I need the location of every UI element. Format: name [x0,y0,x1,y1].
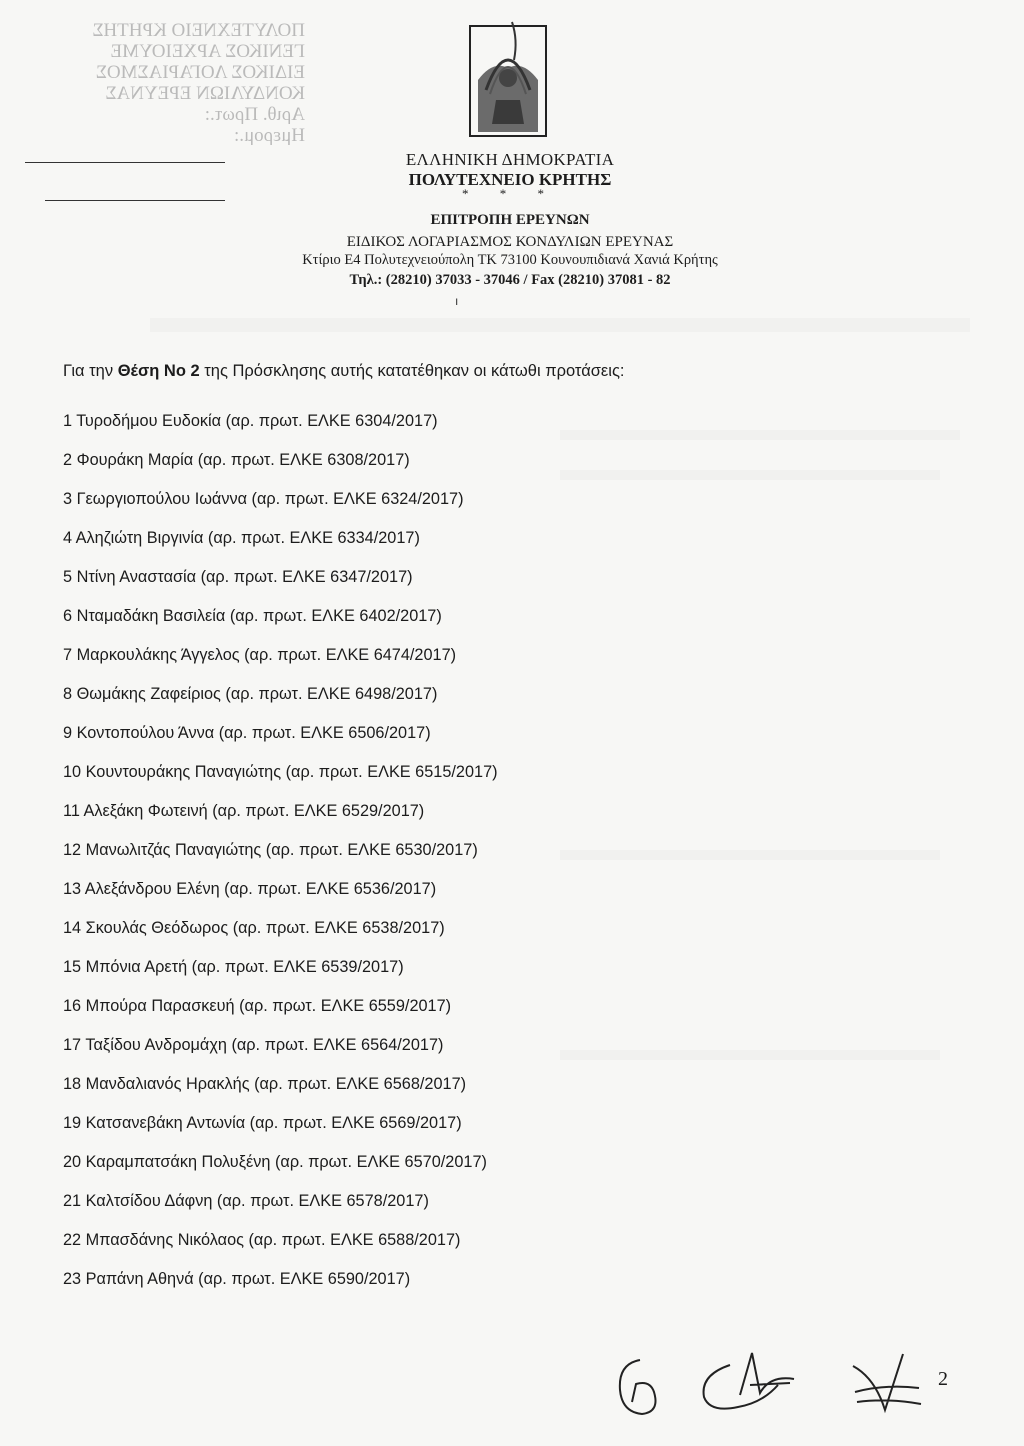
intro-before: Για την [63,362,118,380]
header-country: ΕΛΛΗΝΙΚΗ ΔΗΜΟΚΡΑΤΙΑ [405,150,615,169]
intro-after: της Πρόσκλησης αυτής κατατέθηκαν οι κάτωθι προτάσεις: [199,362,625,380]
proposal-item: 8 Θωμάκης Ζαφείριος (αρ. πρωτ. ΕΛΚΕ 6498/2017) [63,685,438,703]
proposal-item: 10 Κουντουράκης Παναγιώτης (αρ. πρωτ. ΕΛΚΕ 6515/2017) [63,763,498,781]
proposal-item: 23 Ραπάνη Αθηνά (αρ. πρωτ. ΕΛΚΕ 6590/2017) [63,1270,411,1288]
proposal-list [63,402,498,1299]
intro-text [63,362,624,381]
stamp-line: ΕΙΔΙΚΟΣ ΛΟΓΑΡΙΑΣΜΟΣ [95,62,305,83]
bleed-through [560,470,940,480]
stamp-line: ΚΟΝΔΥΛΙΩΝ ΕΡΕΥΝΑΣ [105,83,305,104]
proposal-item: 20 Καραμπατσάκη Πολυξένη (αρ. πρωτ. ΕΛΚΕ 6570/2017) [63,1153,487,1171]
bleed-through [560,850,940,860]
proposal-item: 1 Τυροδήμου Ευδοκία (αρ. πρωτ. ΕΛΚΕ 6304/2017) [63,412,438,430]
proposal-item: 19 Κατσανεβάκη Αντωνία (αρ. πρωτ. ΕΛΚΕ 6569/2017) [63,1114,462,1132]
proposal-item: 22 Μπασδάνης Νικόλαος (αρ. πρωτ. ΕΛΚΕ 6588/2017) [63,1231,461,1249]
proposal-item: 11 Αλεξάκη Φωτεινή (αρ. πρωτ. ΕΛΚΕ 6529/2017) [63,802,425,820]
stamp-line: ΓΕΝΙΚΟΣ ΑΡΧΕΙΟΥΜΕ [110,41,305,62]
stamp-line: Αριθ. Πρωτ.: [204,104,305,125]
signature-2-icon [690,1345,800,1420]
stamp-line: Ημερομ.: [233,125,305,146]
proposal-item: 3 Γεωργιοπούλου Ιωάννα (αρ. πρωτ. ΕΛΚΕ 6324/2017) [63,490,464,508]
stamp-underline [25,162,225,163]
stamp-underline [45,200,225,201]
proposal-item: 18 Μανδαλιανός Ηρακλής (αρ. πρωτ. ΕΛΚΕ 6568/2017) [63,1075,467,1093]
proposal-item: 16 Μπούρα Παρασκευή (αρ. πρωτ. ΕΛΚΕ 6559/2017) [63,997,452,1015]
header-university: ΠΟΛΥΤΕΧΝΕΙΟ ΚΡΗΤΗΣ [408,170,612,189]
proposal-item: 12 Μανωλιτζάς Παναγιώτης (αρ. πρωτ. ΕΛΚΕ 6530/2017) [63,841,478,859]
bleed-through [560,1050,940,1060]
intro-position: Θέση Νο 2 [117,362,200,380]
bleed-through [560,430,960,440]
header-mark: ı [455,294,459,308]
bleed-through [150,318,970,332]
proposal-item: 14 Σκουλάς Θεόδωρος (αρ. πρωτ. ΕΛΚΕ 6538/2017) [63,919,445,937]
proposal-item: 17 Ταξίδου Ανδρομάχη (αρ. πρωτ. ΕΛΚΕ 6564/2017) [63,1036,444,1054]
header-phone: Τηλ.: (28210) 37033 - 37046 / Fax (28210) 37081 - 82 [349,272,671,288]
proposal-item: 5 Ντίνη Αναστασία (αρ. πρωτ. ΕΛΚΕ 6347/2017) [63,568,413,586]
proposal-item: 9 Κοντοπούλου Άννα (αρ. πρωτ. ΕΛΚΕ 6506/2017) [63,724,431,742]
signature-1-icon [610,1352,680,1422]
header-stars: * * * [462,186,558,201]
mirrored-stamp [55,20,305,146]
header-address: Κτίριο Ε4 Πολυτεχνειούπολη ΤΚ 73100 Κουνουπιδιανά Χανιά Κρήτης [302,252,718,268]
proposal-item: 13 Αλεξάνδρου Ελένη (αρ. πρωτ. ΕΛΚΕ 6536/2017) [63,880,437,898]
proposal-item: 7 Μαρκουλάκης Άγγελος (αρ. πρωτ. ΕΛΚΕ 6474/2017) [63,646,457,664]
header-committee: ΕΠΙΤΡΟΠΗ ΕΡΕΥΝΩΝ [430,212,590,228]
signature-3-icon [845,1348,925,1418]
proposal-item: 21 Καλτσίδου Δάφνη (αρ. πρωτ. ΕΛΚΕ 6578/2017) [63,1192,429,1210]
header-account: ΕΙΔΙΚΟΣ ΛΟΓΑΡΙΑΣΜΟΣ ΚΟΝΔΥΛΙΩΝ ΕΡΕΥΝΑΣ [346,234,674,250]
page-number: 2 [938,1368,948,1390]
proposal-item: 2 Φουράκη Μαρία (αρ. πρωτ. ΕΛΚΕ 6308/2017) [63,451,410,469]
proposal-item: 6 Νταμαδάκη Βασιλεία (αρ. πρωτ. ΕΛΚΕ 6402/2017) [63,607,442,625]
stamp-line: ΠΟΛΥΤΕΧΝΕΙΟ ΚΡΗΤΗΣ [92,20,305,41]
university-logo-icon [468,20,548,138]
proposal-item: 15 Μπόνια Αρετή (αρ. πρωτ. ΕΛΚΕ 6539/2017) [63,958,404,976]
proposal-item: 4 Αληζιώτη Βιργινία (αρ. πρωτ. ΕΛΚΕ 6334/2017) [63,529,420,547]
